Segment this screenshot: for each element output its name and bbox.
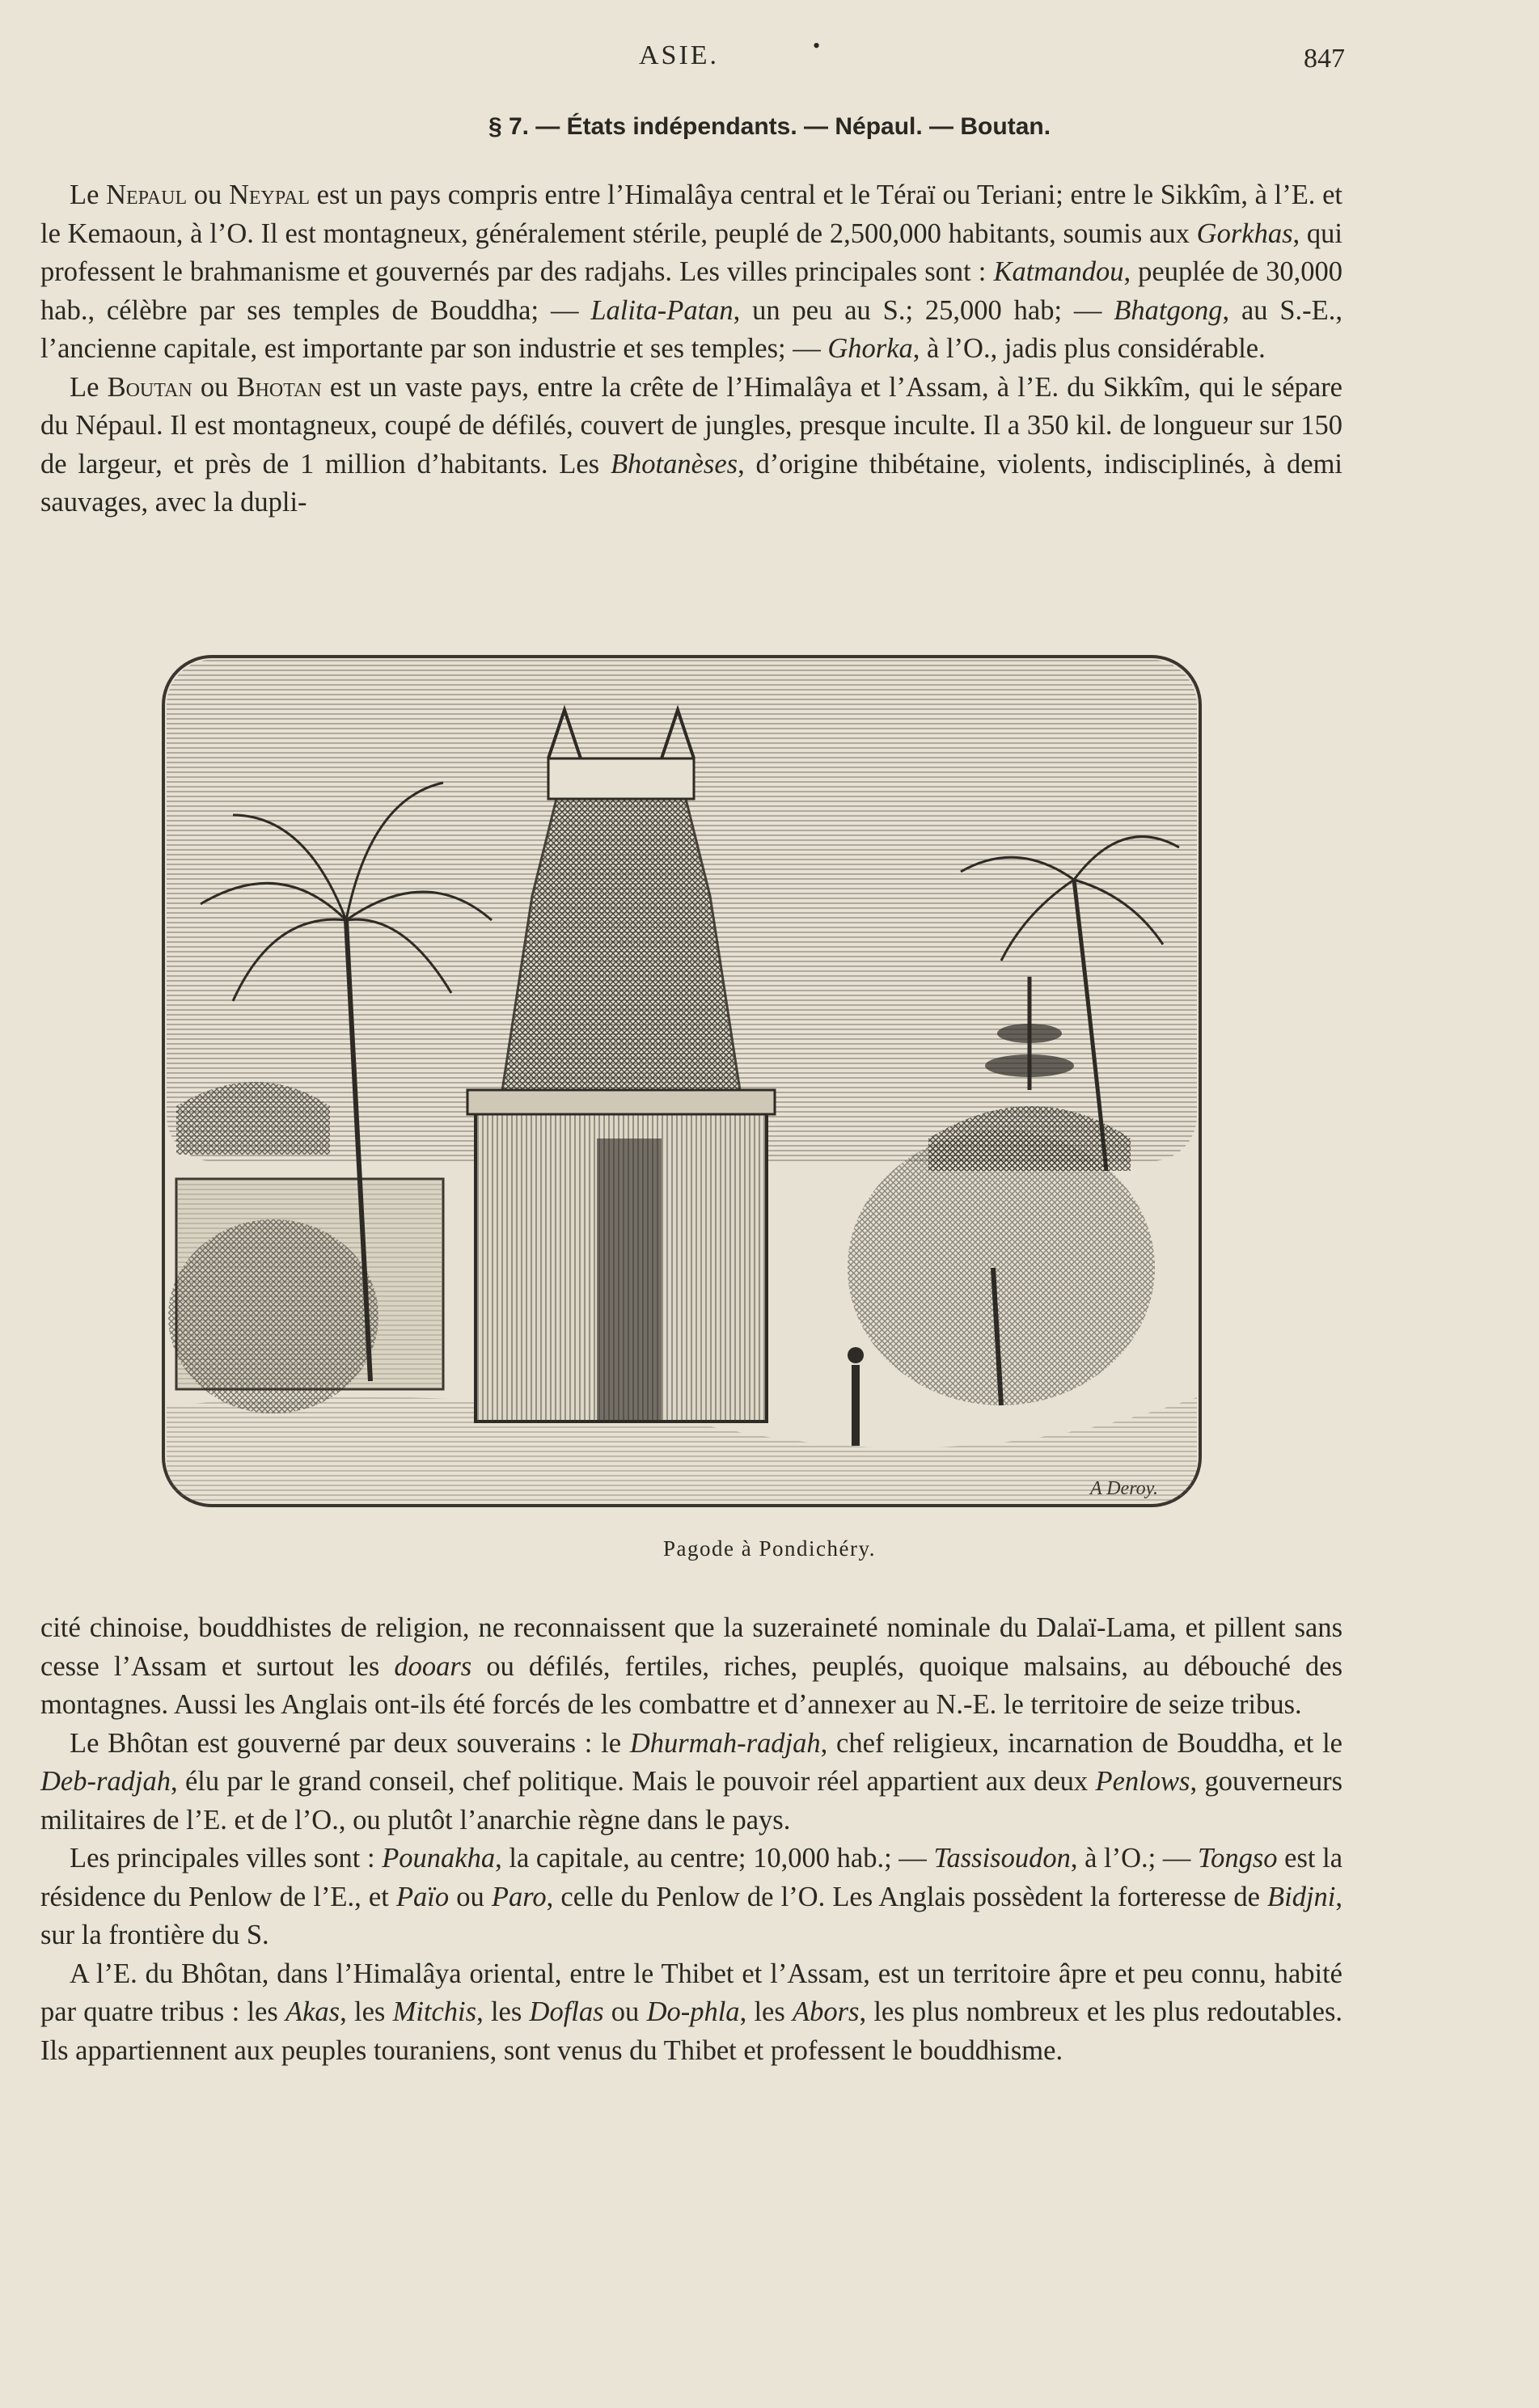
paragraph-continuation: cité chinoise, bouddhistes de religion, ne reconnaissent que la suzeraineté nominale du Dalaï-Lama, et pillent sans cesse l’Assam et surtout les dooars ou défilés, fertiles, riches, peuplés, quoique malsains, au débouché des montagnes. Aussi les Anglais ont-ils été forcés de les combattre et d’annexer au N.-E. le territoire de seize tribus. — [40, 1612, 1342, 1720]
text-block-bottom — [40, 1609, 1342, 2070]
running-title: ASIE. — [639, 40, 720, 70]
engraver-signature: A Deroy. — [1090, 1478, 1158, 1499]
figure-caption: Pagode à Pondichéry. — [663, 1536, 876, 1561]
paragraph-nepaul: Le Nepaul ou Neypal est un pays compris entre l’Himalâya central et le Téraï ou Teriani; entre le Sikkîm, à l’E. et le Kemaoun, à l’O. Il est montagneux, généralement stérile, peuplé de 2,500,000 habitants, soumis aux Gorkhas, qui professent le brahmanisme et gouvernés par des radjahs. Les villes principales sont : Katmandou, peuplée de 30,000 hab., célèbre par ses temples de Bouddha; — Lalita-Patan, un peu au S.; 25,000 hab; — Bhatgong, au S.-E., l’ancienne capitale, est importante par son industrie et ses temples; — Ghorka, à l’O., jadis plus considérable. — [40, 180, 1343, 364]
text-block-top — [40, 176, 1342, 522]
page-number: 847 — [1304, 44, 1345, 74]
paragraph-cities: Les principales villes sont : Pounakha, la capitale, au centre; 10,000 hab.; — Tassisoudon, à l’O.; — Tongso est la résidence du Penlow de l’E., et Païo ou Paro, celle du Penlow de l’O. Les Anglais possèdent la forteresse de Bidjni, sur la frontière du S. — [40, 1843, 1343, 1950]
ink-dot: • — [813, 34, 821, 57]
section-heading: § 7. — États indépendants. — Népaul. — Boutan. — [488, 113, 1051, 140]
paragraph-boutan: Le Boutan ou Bhotan est un vaste pays, entre la crête de l’Himalâya et l’Assam, à l’E. du Sikkîm, qui le sépare du Népaul. Il est montagneux, coupé de défilés, couvert de jungles, presque inculte. Il a 350 kil. de longueur sur 150 de largeur, et près de 1 million d’habitants. Les Bhotanèses, d’origine thibétaine, violents, indisciplinés, à demi sauvages, avec la dupli- — [40, 371, 1342, 518]
paragraph-tribes: A l’E. du Bhôtan, dans l’Himalâya oriental, entre le Thibet et l’Assam, est un territoire âpre et peu connu, habité par quatre tribus : les Akas, les Mitchis, les Doflas ou Do-phla, les Abors, les plus nombreux et les plus redoutables. Ils appartiennent aux peuples touraniens, sont venus du Thibet et professent le bouddhisme. — [40, 1958, 1342, 2066]
pagoda-engraving — [160, 653, 1203, 1509]
running-head — [0, 34, 1539, 89]
paragraph-government: Le Bhôtan est gouverné par deux souverains : le Dhurmah-radjah, chef religieux, incarnation de Bouddha, et le Deb-radjah, élu par le grand conseil, chef politique. Mais le pouvoir réel appartient aux deux Penlows, gouverneurs militaires de l’E. et de l’O., ou plutôt l’anarchie règne dans le pays. — [40, 1727, 1342, 1836]
